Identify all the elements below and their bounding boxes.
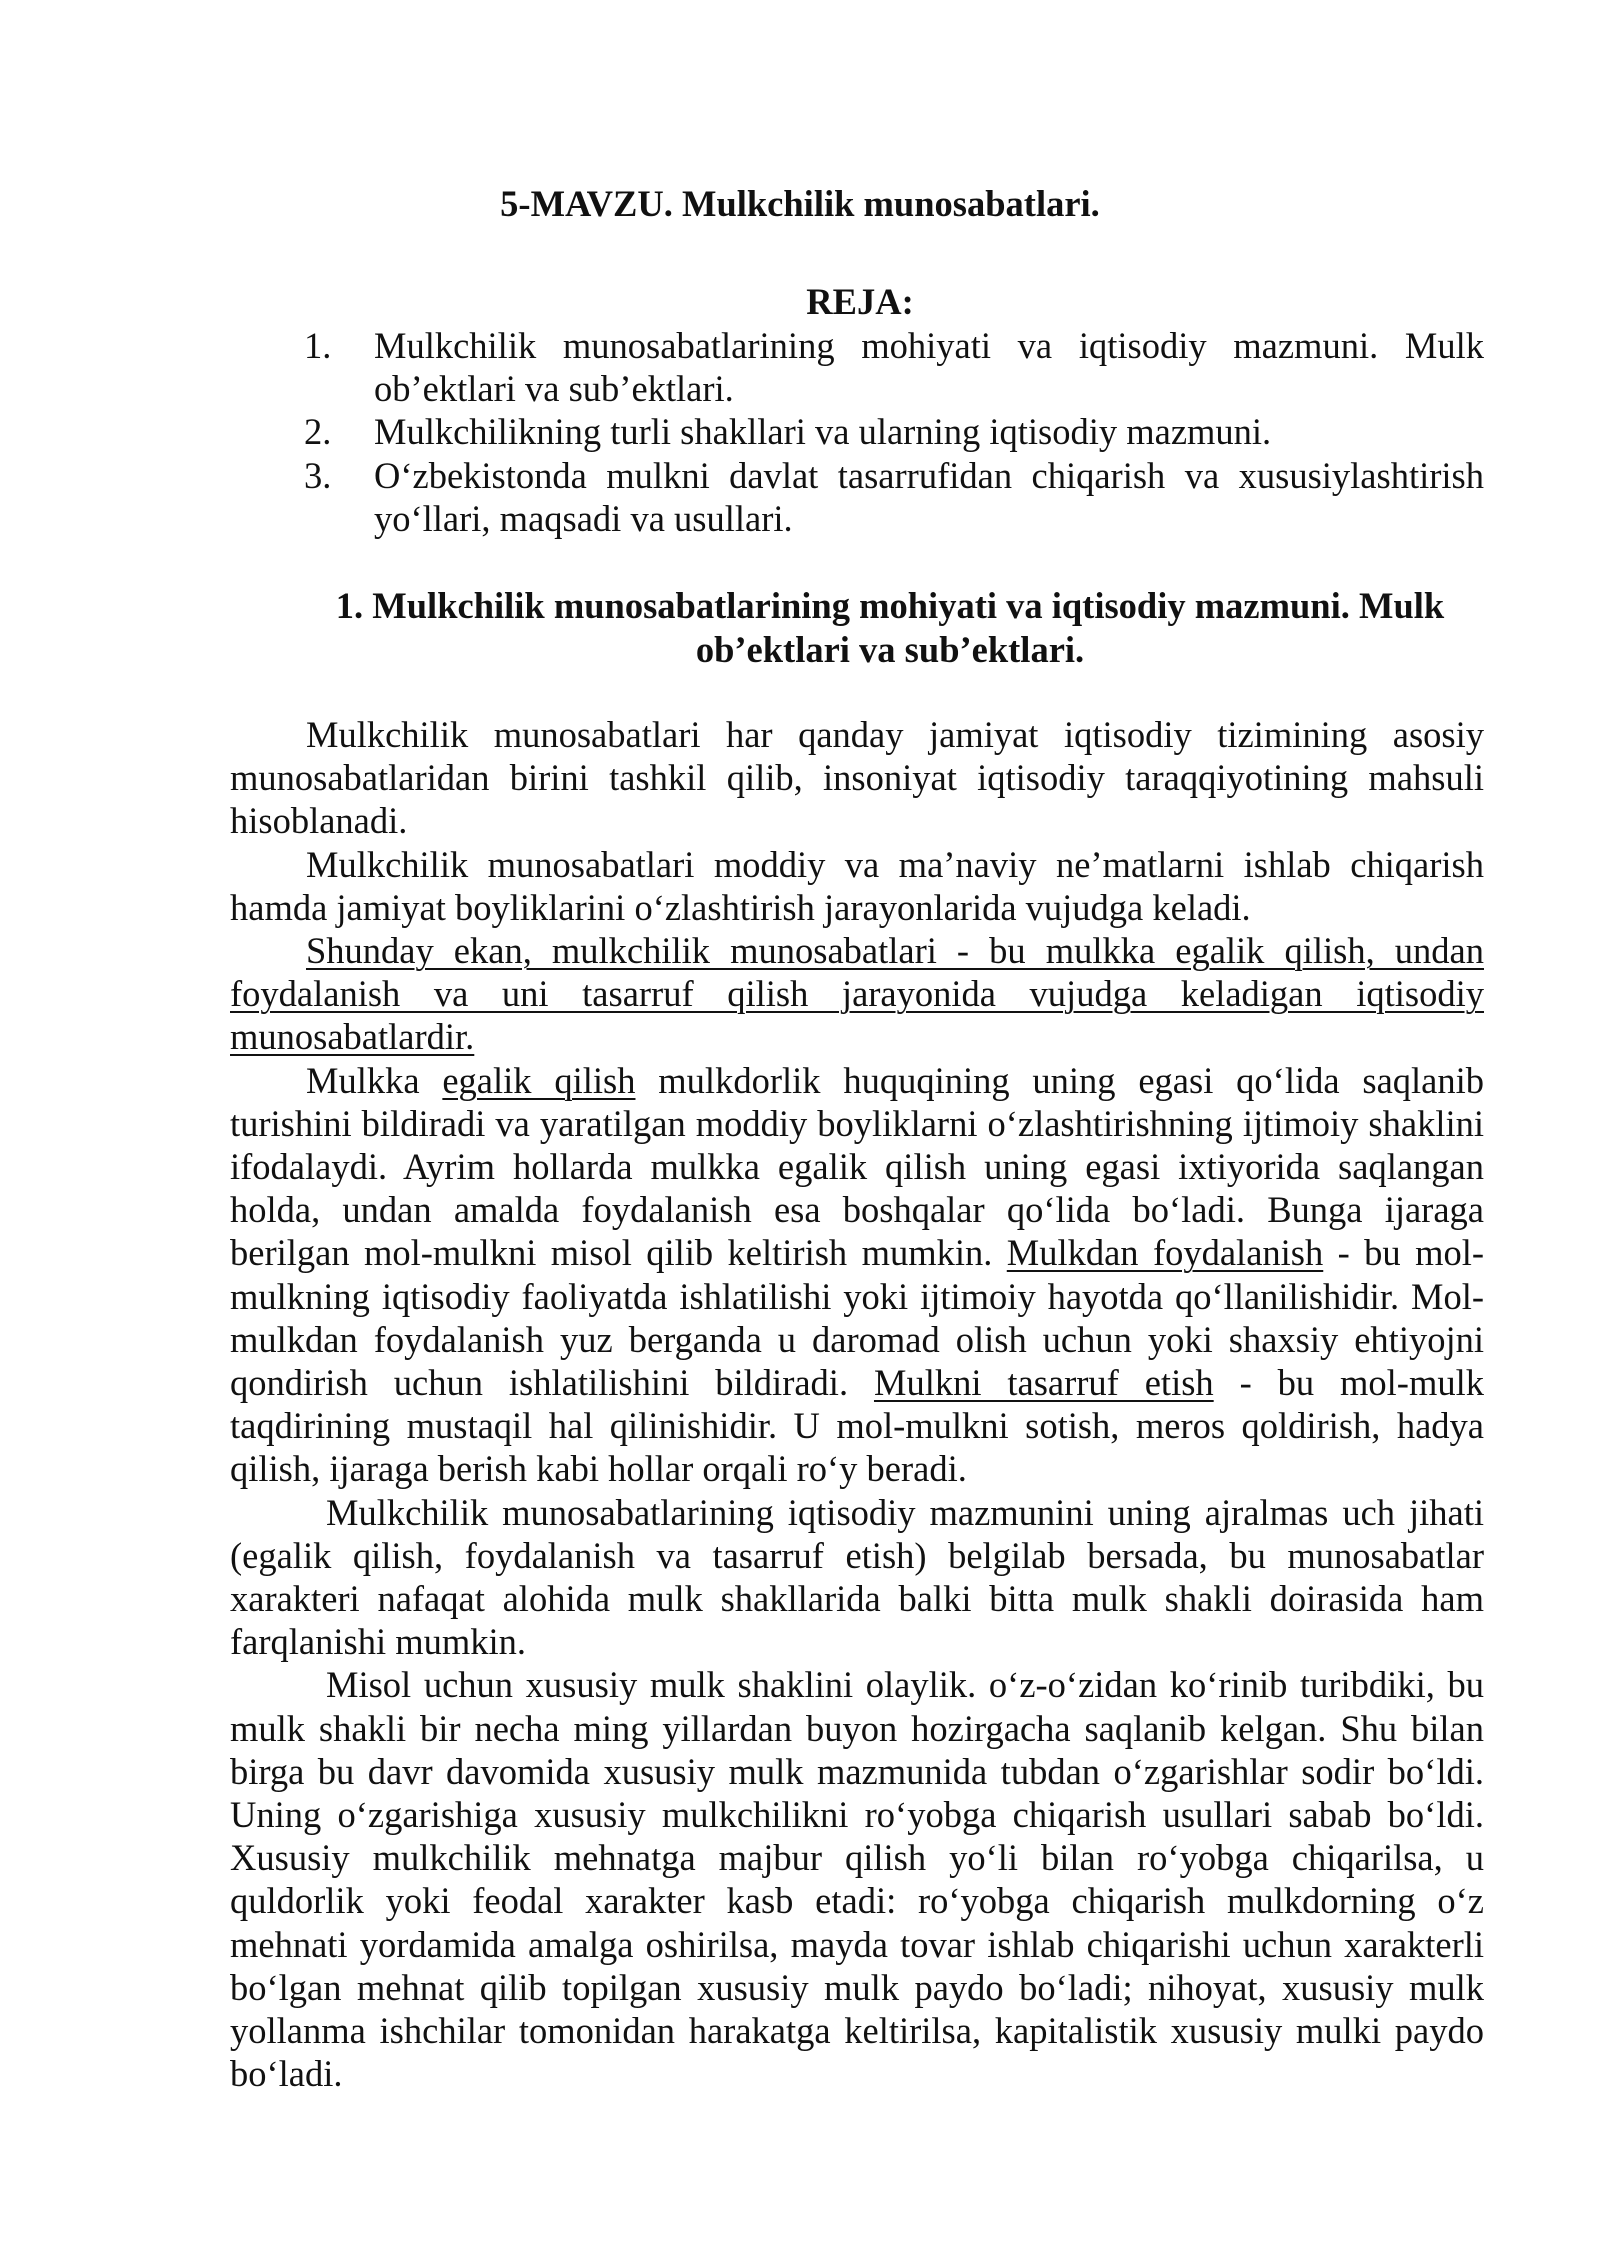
paragraph: Mulkchilik munosabatlari har qanday jamiyat iqtisodiy tizimining asosiy munosabatlaridan birini tashkil qilib, insoniyat iqtisodiy taraqqiyotining mahsuli hisoblanadi. bbox=[230, 714, 1484, 842]
underlined-term: Mulkni tasarruf etish bbox=[873, 1362, 1214, 1404]
text-run: - bu mol-mulkning iqtisodiy faoliyatda ishlatilishi yoki ijtimoiy hayotda qo‘llanilishidir. Mol-mulkdan foydalanish yuz berganda u daromad olish uchun yoki shaxsiy ehtiyojni qondirish uchun ishlatilishini bildiradi. bbox=[230, 1232, 1485, 1404]
section-heading: 1. Mulkchilik munosabatlarining mohiyati va iqtisodiy mazmuni. Mulk ob’ektlari va sub’ektlari. bbox=[335, 585, 1445, 670]
plan-item bbox=[290, 410, 1484, 453]
plan-item-number: 1. bbox=[304, 325, 332, 366]
paragraph: Misol uchun xususiy mulk shaklini olaylik. o‘z-o‘zidan ko‘rinib turibdiki, bu mulk shakli bir necha ming yillardan buyon hozirgacha saqlanib kelgan. Shu bilan birga bu davr davomida xususiy mulk mazmunida tubdan o‘zgarishlar sodir bo‘ldi. Uning o‘zgarishiga xususiy mulkchilikni ro‘yobga chiqarish usullari sabab bo‘ldi. Xususiy mulkchilik mehnatga majbur qilish yo‘li bilan ro‘yobga chiqarilsa, u quldorlik yoki feodal xarakter kasb etadi: ro‘yobga chiqarish mulkdorning o‘z mehnati yordamida amalga oshirilsa, mayda tovar ishlab chiqarishi uchun xarakterli bo‘lgan mehnat qilib topilgan xususiy mulk paydo bo‘ladi; nihoyat, xususiy mulk yollanma ishchilar tomonidan harakatga keltirilsa, kapitalistik xususiy mulki paydo bo‘ladi. bbox=[230, 1664, 1484, 2095]
plan-item-number: 2. bbox=[304, 411, 332, 453]
plan-item-text: O‘zbekistonda mulkni davlat tasarrufidan chiqarish va xususiylashtirish yo‘llari, maqsadi va usullari. bbox=[374, 454, 1484, 539]
document-title: 5-MAVZU. Mulkchilik munosabatlari. bbox=[500, 183, 1100, 224]
paragraph: Mulkchilik munosabatlari moddiy va ma’naviy ne’matlarni ishlab chiqarish hamda jamiyat boyliklarini o‘zlashtirish jarayonlarida vujudga keladi. bbox=[230, 843, 1484, 928]
paragraph-definition bbox=[230, 929, 1484, 1059]
underlined-definition: Shunday ekan, mulkchilik munosabatlari - bu mulkka egalik qilish, undan foydalanish va uni tasarruf qilish jarayonida vujudga keladigan iqtisodiy munosabatlardir. bbox=[230, 930, 1484, 1058]
plan-heading: REJA: bbox=[806, 281, 914, 322]
paragraph bbox=[230, 1059, 1484, 1491]
plan-list bbox=[290, 324, 1484, 540]
text-run: mulkdorlik huquqining uning egasi qo‘lida saqlanib turishini bildiradi va yaratilgan moddiy boyliklarni o‘zlashtirishning ijtimoiy shaklini ifodalaydi. Ayrim hollarda mulkka egalik qilish uning egasi ixtiyorida saqlangan holda, undan amalda foydalanish esa boshqalar qo‘lida bo‘ladi. Bunga ijaraga berilgan mol-mulkni misol qilib keltirish mumkin. bbox=[230, 1059, 1484, 1274]
text-run: - bu mol-mulk taqdirining mustaqil hal qilinishidir. U mol-mulkni sotish, meros qoldirish, hadya qilish, ijaraga berish kabi hollar orqali ro‘y beradi. bbox=[230, 1362, 1484, 1490]
plan-item bbox=[290, 454, 1484, 540]
underlined-term: Mulkdan foydalanish bbox=[1006, 1232, 1324, 1274]
plan-item-text: Mulkchilik munosabatlarining mohiyati va iqtisodiy mazmuni. Mulk ob’ektlari va sub’ektlari. bbox=[374, 325, 1484, 410]
paragraph: Mulkchilik munosabatlarining iqtisodiy mazmunini uning ajralmas uch jihati (egalik qilish, foydalanish va tasarruf etish) belgilab bersada, bu munosabatlar xarakteri nafaqat alohida mulk shakllarida balki bitta mulk shakli doirasida ham farqlanishi mumkin. bbox=[230, 1491, 1484, 1663]
body-text bbox=[230, 713, 1484, 2096]
plan-item-text: Mulkchilikning turli shakllari va ularning iqtisodiy mazmuni. bbox=[374, 411, 1272, 453]
text-run: Mulkka bbox=[306, 1059, 443, 1101]
underlined-term: egalik qilish bbox=[442, 1059, 636, 1101]
plan-item-number: 3. bbox=[304, 454, 332, 496]
plan-item bbox=[290, 324, 1484, 410]
